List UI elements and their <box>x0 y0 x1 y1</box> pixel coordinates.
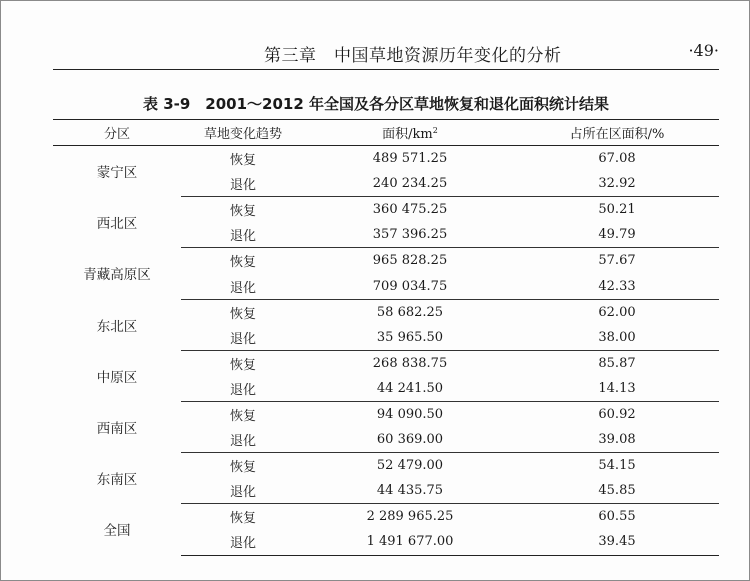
region-cell: 东南区 <box>96 472 138 489</box>
chapter-title: 第三章 中国草地资源历年变化的分析 <box>264 46 562 66</box>
trend-cell: 恢复 <box>229 511 256 527</box>
area-cell: 240 234.25 <box>305 171 515 197</box>
share-cell: 54.15 <box>598 458 636 474</box>
share-cell: 39.08 <box>515 427 719 453</box>
trend-cell: 退化 <box>181 222 305 248</box>
area-cell: 2 289 965.25 <box>366 509 454 525</box>
share-cell: 60.92 <box>598 406 636 422</box>
trend-cell: 恢复 <box>229 153 256 169</box>
share-cell: 62.00 <box>598 304 636 320</box>
table-row <box>53 248 719 274</box>
header-rule <box>53 69 719 70</box>
trend-cell: 恢复 <box>229 255 256 271</box>
col-header-region: 分区 <box>103 127 130 142</box>
trend-cell: 退化 <box>181 376 305 402</box>
area-cell: 360 475.25 <box>372 202 448 218</box>
region-cell: 中原区 <box>96 369 138 386</box>
table-header-row <box>53 120 719 146</box>
share-cell: 14.13 <box>515 376 719 402</box>
region-cell: 蒙宁区 <box>96 165 138 182</box>
region-cell: 西南区 <box>96 421 138 438</box>
area-cell: 44 435.75 <box>305 478 515 504</box>
area-cell: 60 369.00 <box>305 427 515 453</box>
area-unit-superscript: 2 <box>432 126 438 135</box>
region-cell: 东北区 <box>96 318 138 335</box>
running-head <box>1 41 719 65</box>
statistics-table <box>53 119 719 556</box>
area-cell: 52 479.00 <box>376 458 444 474</box>
table-row <box>53 453 719 479</box>
region-cell: 全国 <box>103 523 131 540</box>
area-cell: 44 241.50 <box>305 376 515 402</box>
trend-cell: 退化 <box>181 273 305 299</box>
area-cell: 489 571.25 <box>372 151 448 167</box>
area-cell: 268 838.75 <box>372 355 448 371</box>
share-cell: 42.33 <box>515 273 719 299</box>
region-cell: 西北区 <box>96 216 138 233</box>
share-cell: 50.21 <box>598 202 636 218</box>
trend-cell: 退化 <box>181 529 305 555</box>
trend-cell: 恢复 <box>229 204 256 220</box>
area-cell: 94 090.50 <box>376 406 444 422</box>
area-cell: 965 828.25 <box>372 253 448 269</box>
trend-cell: 退化 <box>181 171 305 197</box>
table-row <box>53 197 719 223</box>
col-header-trend: 草地变化趋势 <box>203 127 282 142</box>
area-cell: 1 491 677.00 <box>305 529 515 555</box>
share-cell: 32.92 <box>515 171 719 197</box>
area-cell: 357 396.25 <box>305 222 515 248</box>
share-cell: 49.79 <box>515 222 719 248</box>
table-row <box>53 299 719 325</box>
col-header-area <box>305 120 515 146</box>
area-cell: 35 965.50 <box>305 325 515 351</box>
share-cell: 57.67 <box>598 253 636 269</box>
area-cell: 709 034.75 <box>305 273 515 299</box>
trend-cell: 恢复 <box>229 460 256 476</box>
share-cell: 60.55 <box>598 509 636 525</box>
trend-cell: 恢复 <box>229 357 256 373</box>
trend-cell: 退化 <box>181 325 305 351</box>
share-cell: 38.00 <box>515 325 719 351</box>
share-cell: 67.08 <box>598 151 636 167</box>
table-row <box>53 504 719 530</box>
trend-cell: 退化 <box>181 427 305 453</box>
table-row <box>53 401 719 427</box>
share-cell: 39.45 <box>515 529 719 555</box>
share-cell: 85.87 <box>598 355 636 371</box>
col-header-area-text: 面积/km <box>382 127 433 142</box>
col-header-share: 占所在区面积/% <box>569 127 665 142</box>
trend-cell: 恢复 <box>229 306 256 322</box>
trend-cell: 退化 <box>181 478 305 504</box>
table-row <box>53 146 719 172</box>
table-row <box>53 350 719 376</box>
area-cell: 58 682.25 <box>376 304 444 320</box>
page-number: ·49· <box>688 41 719 60</box>
table-caption: 表 3-9 2001～2012 年全国及各分区草地恢复和退化面积统计结果 <box>142 95 610 113</box>
table-body <box>53 146 719 556</box>
region-cell: 青藏高原区 <box>83 267 151 284</box>
trend-cell: 恢复 <box>229 408 256 424</box>
share-cell: 45.85 <box>515 478 719 504</box>
